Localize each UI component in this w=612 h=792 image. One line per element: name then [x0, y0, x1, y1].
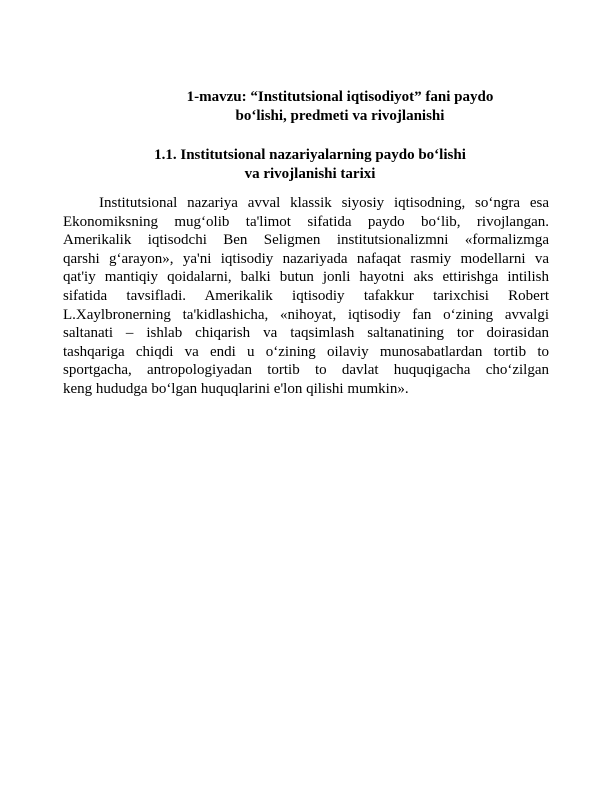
paragraph-line: qarshi g‘arayon», ya'ni iqtisodiy nazariyada nafaqat rasmiy modellarni va [63, 250, 549, 267]
section-heading-line-2: va rivojlanishi tarixi [244, 166, 376, 182]
paragraph-line: keng hududga bo‘lgan huquqlarini e'lon qilishi mumkin». [63, 380, 409, 397]
paragraph-line: sifatida tavsifladi. Amerikalik iqtisodiy tafakkur tarixchisi Robert [63, 287, 549, 304]
document-title [150, 88, 530, 126]
section-heading-line-1: 1.1. Institutsional nazariyalarning paydo bo‘lishi [154, 147, 466, 163]
paragraph-line: qat'iy mantiqiy qoidalarni, balki butun jonli hayotni aks ettirishga intilish [63, 269, 549, 286]
title-line-2: bo‘lishi, predmeti va rivojlanishi [235, 108, 445, 124]
paragraph-line: Amerikalik iqtisodchi Ben Seligmen institutsionalizmni «formalizmga [63, 232, 549, 249]
body-paragraph [63, 194, 549, 399]
section-heading [95, 146, 525, 184]
paragraph-line: Institutsional nazariya avval klassik siyosiy iqtisodning, so‘ngra esa [99, 195, 549, 211]
paragraph-line: saltanati – ishlab chiqarish va taqsimlash saltanatining tor doirasidan [63, 325, 549, 342]
title-line-1: 1-mavzu: “Institutsional iqtisodiyot” fani paydo [186, 89, 494, 105]
paragraph-line: tashqariga chiqdi va endi u o‘zining oilaviy munosabatlardan tortib to [63, 343, 549, 360]
paragraph-line: sportgacha, antropologiyadan tortib to davlat huquqigacha cho‘zilgan [63, 362, 549, 379]
paragraph-line: Ekonomiksning mug‘olib ta'limot sifatida paydo bo‘lib, rivojlangan. [63, 213, 549, 230]
paragraph-line: L.Xaylbronerning ta'kidlashicha, «nihoyat, iqtisodiy fan o‘zining avvalgi [63, 306, 549, 323]
